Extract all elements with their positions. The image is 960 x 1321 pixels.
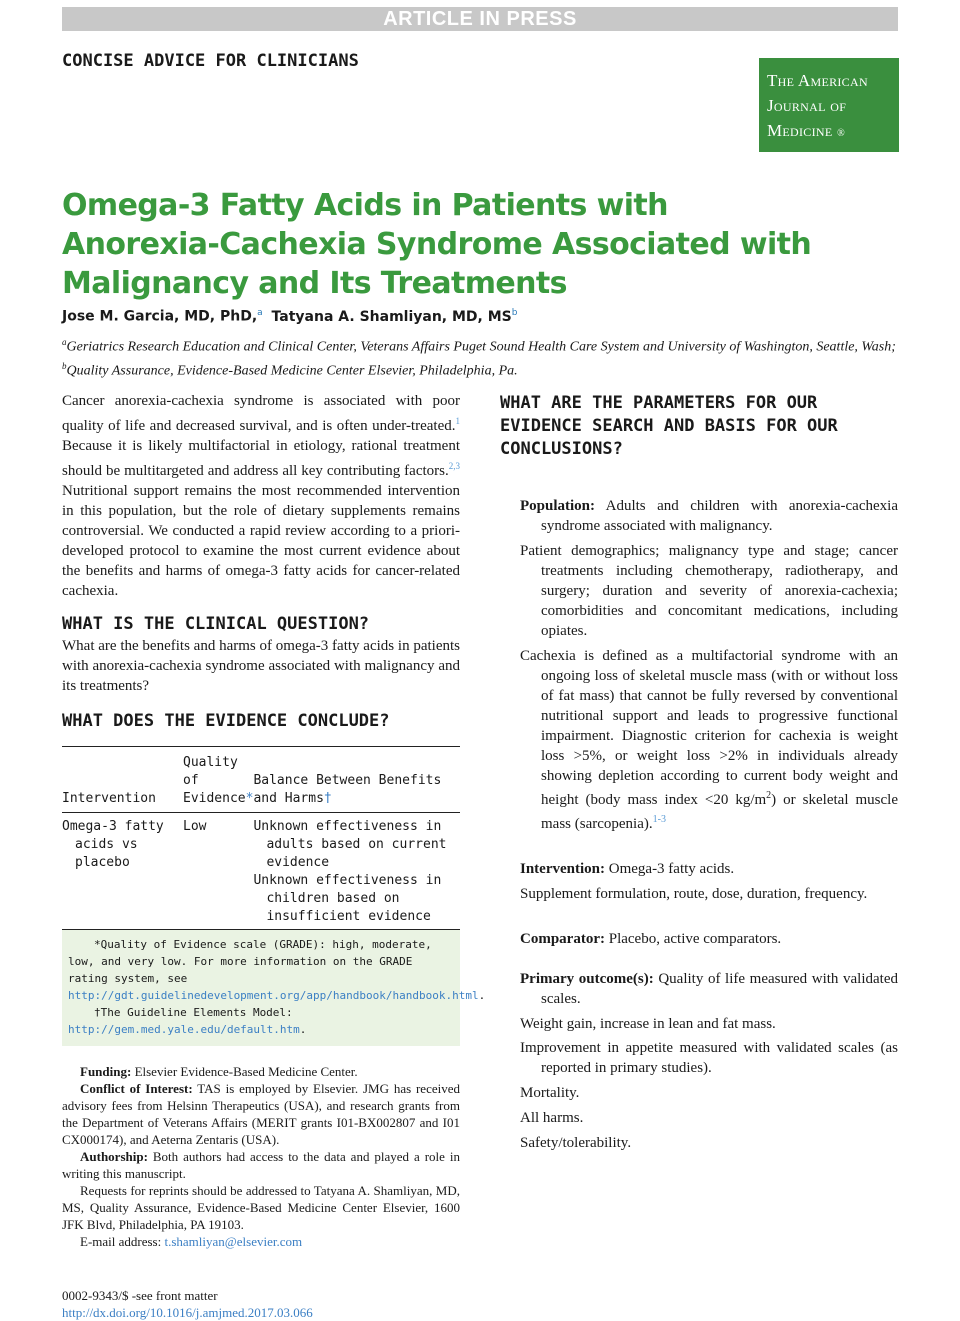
registered-mark: ® [837,128,845,139]
intervention-item [520,859,898,879]
outcome-mortality: Mortality. [520,1085,580,1101]
cell-balance-line-1: Unknown effectiveness in adults based on current evidence [253,819,447,870]
cachexia-text-b: ) or skeletal muscle mass (sarcopenia). [541,792,898,832]
coi-note [62,1080,460,1148]
right-column [500,391,898,1153]
gem-link[interactable]: http://gem.med.yale.edu/default.htm [68,1023,300,1036]
comparator-text: Placebo, active comparators. [604,931,782,947]
affiliations [62,333,898,380]
authorship-text: Both authors had access to the data and played a role in writing this manuscript. [62,1149,460,1181]
grade-link[interactable]: http://gdt.guidelinedevelopment.org/app/handbook/handbook.html [68,989,479,1002]
outcome-appetite: Improvement in appetite measured with validated scales (as reported in primary studies). [520,1040,898,1076]
comparator-label: Comparator: [520,931,605,947]
cell-quality: Low [183,819,207,834]
evidence-heading: WHAT DOES THE EVIDENCE CONCLUDE? [62,711,390,731]
col-intervention: Intervention [62,791,156,806]
coi-label: Conflict of Interest: [80,1081,193,1096]
intro-text-c: Nutritional support remains the most recommended intervention in this population, but the role of dietary supplements remains controversial. We conducted a rapid review according to a priori-developed protocol to examine the most current evidence about the benefits and harms of omega-3 fatty acids for cancer-related cachexia. [62,483,460,599]
front-matter [62,1287,460,1321]
outcome-harms: All harms. [520,1110,584,1126]
email-label: E-mail address: [80,1234,165,1249]
cell-intervention [62,813,183,930]
clinical-question-heading: WHAT IS THE CLINICAL QUESTION? [62,614,370,634]
journal-name-line-3 [767,118,891,146]
journal-name-line-2-text: Journal of [767,96,847,115]
parameters-heading: WHAT ARE THE PARAMETERS FOR OUR EVIDENCE SEARCH AND BASIS FOR OUR CONCLUSIONS? [500,393,838,459]
col-quality-line-2: Evidence [183,791,246,806]
coi-text: TAS is employed by Elsevier. JMG has received advisory fees from Helsinn Therapeutics (USA), and research grants from the Department of Veterans Affairs (MERIT grants I01-BX002807 and I01 CX000174), and Aeterna Zentaris (USA). [62,1081,460,1147]
comparator-item [520,929,898,949]
affil-a-mark: a [62,337,67,347]
doi-link[interactable]: http://dx.doi.org/10.1016/j.amjmed.2017.03.066 [62,1305,313,1320]
evidence-table [62,746,460,929]
funding-text: Elsevier Evidence-Based Medicine Center. [131,1064,358,1079]
grade-footnote [68,936,486,1004]
cell-balance [253,813,460,930]
cell-intervention-line-1: Omega-3 fatty [62,819,164,834]
journal-logo [759,58,899,152]
intro-ref-2[interactable]: 2,3 [448,461,460,471]
intro-paragraph [62,391,460,601]
outcome-text: Quality of life measured with validated scales. [541,971,898,1007]
affil-b-mark: b [62,360,67,371]
supplement-item: Supplement formulation, route, dose, duration, frequency. [520,886,868,902]
col-balance-mark[interactable]: † [323,791,332,806]
demographics-item: Patient demographics; malignancy type and stage; cancer treatments including chemotherapy, radiotherapy, and surgery; duration and severity of anorexia-cachexia; comorbidities and concomitant medications, including opiates. [520,543,898,639]
population-label: Population: [520,498,596,514]
parameters-list [500,496,898,1153]
col-balance [253,747,460,813]
author-1-affil[interactable]: a [257,308,263,318]
title-line-2: Anorexia-Cachexia Syndrome Associated with [62,227,812,262]
journal-name-line-3-text: Medicine [767,121,833,140]
grade-footnote-end: . [478,989,486,1002]
col-quality [183,747,253,813]
cachexia-item [520,646,898,834]
email-note [62,1233,460,1250]
intro-ref-1[interactable]: 1 [455,416,460,426]
outcome-safety: Safety/tolerability. [520,1135,632,1151]
cachexia-sup: 2 [766,790,772,801]
section-label: CONCISE ADVICE FOR CLINICIANS [62,51,359,71]
col-quality-line-1: Quality of [183,755,238,788]
author-1: Jose M. Garcia, MD, PhD, [62,308,258,325]
cachexia-text-a: Cachexia is defined as a multifactorial syndrome with an ongoing loss of skeletal muscle mass (with or without loss of fat mass) that cannot be fully reversed by conventional nutritional support and leads to progressive functional impairment. Diagnostic criterion for cachexia is weight loss >5%, or weight loss >2% in individuals already showing depletion according to current body weight and height (body mass index <20 kg/m [520,648,898,808]
affil-a: Geriatrics Research Education and Clinical Center, Veterans Affairs Puget Sound Health Care System and University of Washington, Seattle, Wash; [66,339,896,355]
author-list [62,308,517,325]
title-line-1: Omega-3 Fatty Acids in Patients with [62,188,668,223]
cell-intervention-line-2: acids vs placebo [75,837,138,870]
clinical-question-text: What are the benefits and harms of omega-3 fatty acids in patients with anorexia-cachexia syndrome associated with malignancy and its treatments? [62,638,460,694]
funding-note [62,1063,460,1080]
intervention-label: Intervention: [520,861,605,877]
cachexia-ref[interactable]: 1-3 [652,814,666,825]
table-row [62,813,460,930]
cell-balance-line-2: Unknown effectiveness in children based on insufficient evidence [253,873,442,924]
journal-name-line-2 [767,93,891,118]
population-text: Adults and children with anorexia-cachexia syndrome associated with malignancy. [541,498,898,534]
authorship-label: Authorship: [80,1149,148,1164]
email-link[interactable]: t.shamliyan@elsevier.com [164,1234,303,1249]
outcome-weight: Weight gain, increase in lean and fat mass. [520,1016,776,1032]
outcome-item [520,969,898,1009]
article-in-press-banner: ARTICLE IN PRESS [62,7,898,31]
intro-text-b: Because it is likely multifactorial in etiology, rational treatment should be multitargeted and address all key contributing factors. [62,438,460,479]
affil-b: Quality Assurance, Evidence-Based Medicine Center Elsevier, Philadelphia, Pa. [66,363,518,379]
col-quality-mark[interactable]: * [245,791,254,806]
issn: 0002-9343/$ -see front matter [62,1288,218,1303]
gem-footnote-text: †The Guideline Elements Model: [94,1006,293,1019]
author-2-affil[interactable]: b [511,308,518,318]
title-line-3: Malignancy and Its Treatments [62,266,567,301]
evidence-table-footnotes [62,929,486,1046]
journal-name-line-1: The American [767,71,868,90]
population-item [520,496,898,536]
intervention-text: Omega-3 fatty acids. [605,861,735,877]
left-column [62,391,486,1321]
gem-footnote [68,1004,454,1038]
grade-footnote-text: *Quality of Evidence scale (GRADE): high, moderate, low, and very low. For more information on the GRADE rating system, see [68,938,432,985]
article-footnotes [62,1063,460,1250]
gem-footnote-end: . [299,1023,307,1036]
author-2: Tatyana A. Shamliyan, MD, MS [271,308,512,325]
col-balance-line-1: Balance Between Benefits [253,773,442,788]
authorship-note [62,1148,460,1182]
intro-text-a: Cancer anorexia-cachexia syndrome is associated with poor quality of life and decreased survival, and is often under-treated. [62,393,460,434]
funding-label: Funding: [80,1064,132,1079]
col-balance-line-2: and Harms [253,791,324,806]
evidence-table-header [62,747,460,813]
reprints-note: Requests for reprints should be addressed to Tatyana A. Shamliyan, MD, MS, Quality Assurance, Evidence-Based Medicine Center Elsevier, 1600 JFK Blvd, Philadelphia, PA 19103. [62,1183,460,1232]
outcome-label: Primary outcome(s): [520,971,654,987]
article-title [62,186,812,303]
